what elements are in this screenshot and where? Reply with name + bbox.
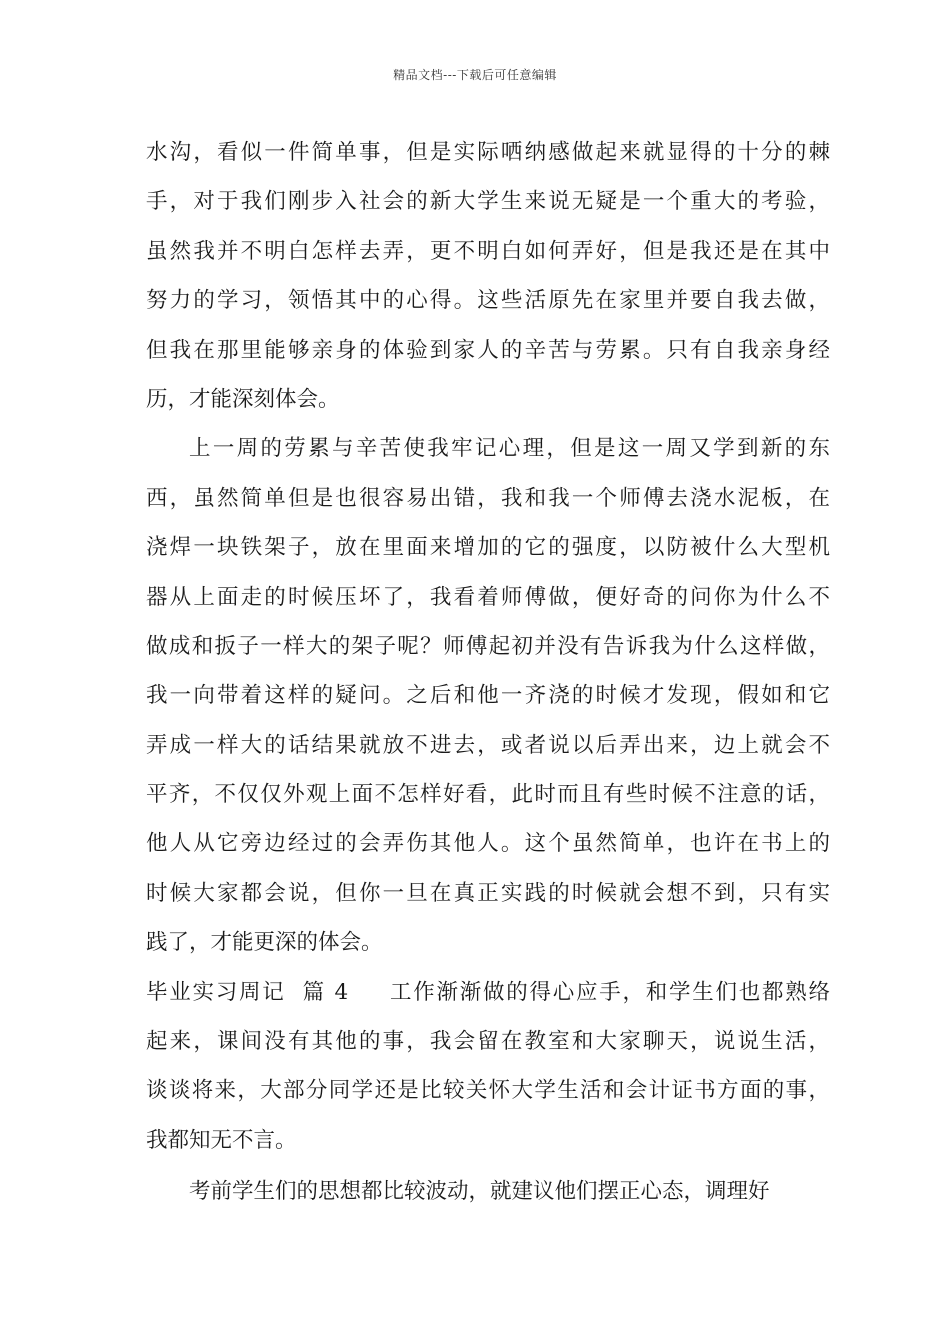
paragraph-first-line: 上一周的劳累与辛苦使我牢记心理，但是这一周又学到新的东 [189,436,830,462]
text-line: 平齐，不仅仅外观上面不怎样好看，此时而且有些时候不注意的话， [146,782,830,808]
text-line: 他人从它旁边经过的会弄伤其他人。这个虽然简单，也许在书上的 [146,831,830,857]
text-line: 时候大家都会说，但你一旦在真正实践的时候就会想不到，只有实 [146,880,830,906]
text-line: 水沟，看似一件简单事，但是实际哂纳感做起来就显得的十分的棘 [146,140,830,165]
text-line: 手，对于我们刚步入社会的新大学生来说无疑是一个重大的考验， [146,189,830,215]
text-line: 我都知无不言。 [146,1127,297,1153]
page-header: 精品文档---下载后可任意编辑 [393,68,557,82]
text-line: 我一向带着这样的疑问。之后和他一齐浇的时候才发现，假如和它 [146,683,830,709]
text-line: 浇焊一块铁架子，放在里面来增加的它的强度，以防被什么大型机 [146,535,830,561]
text-line: 器从上面走的时候压坏了，我看着师傅做，便好奇的问你为什么不 [146,584,830,610]
section-heading-line [146,968,830,1017]
text-line: 弄成一样大的话结果就放不进去，或者说以后弄出来，边上就会不 [146,732,830,758]
section-heading: 毕业实习周记 篇 4 [146,979,349,1005]
text-line: 起来，课间没有其他的事，我会留在教室和大家聊天，说说生活， [146,1029,830,1055]
text-line: 西，虽然简单但是也很容易出错，我和我一个师傅去浇水泥板，在 [146,485,830,511]
text-line: 但我在那里能够亲身的体验到家人的辛苦与劳累。只有自我亲身经 [146,337,830,363]
text-line: 努力的学习，领悟其中的心得。这些活原先在家里并要自我去做， [146,288,830,314]
paragraph-first-line: 考前学生们的思想都比较波动，就建议他们摆正心态，调理好 [189,1179,770,1205]
text-line: 做成和扳子一样大的架子呢？师傅起初并没有告诉我为什么这样做， [146,633,830,659]
text-line: 虽然我并不明白怎样去弄，更不明白如何弄好，但是我还是在其中 [146,238,830,264]
text-line: 谈谈将来，大部分同学还是比较关怀大学生活和会计证书方面的事， [146,1078,830,1104]
text-line: 工作渐渐做的得心应手，和学生们也都熟络 [388,979,830,1005]
text-line: 历，才能深刻体会。 [146,386,340,412]
text-line: 践了，才能更深的体会。 [146,930,383,956]
document-body [146,128,830,1217]
